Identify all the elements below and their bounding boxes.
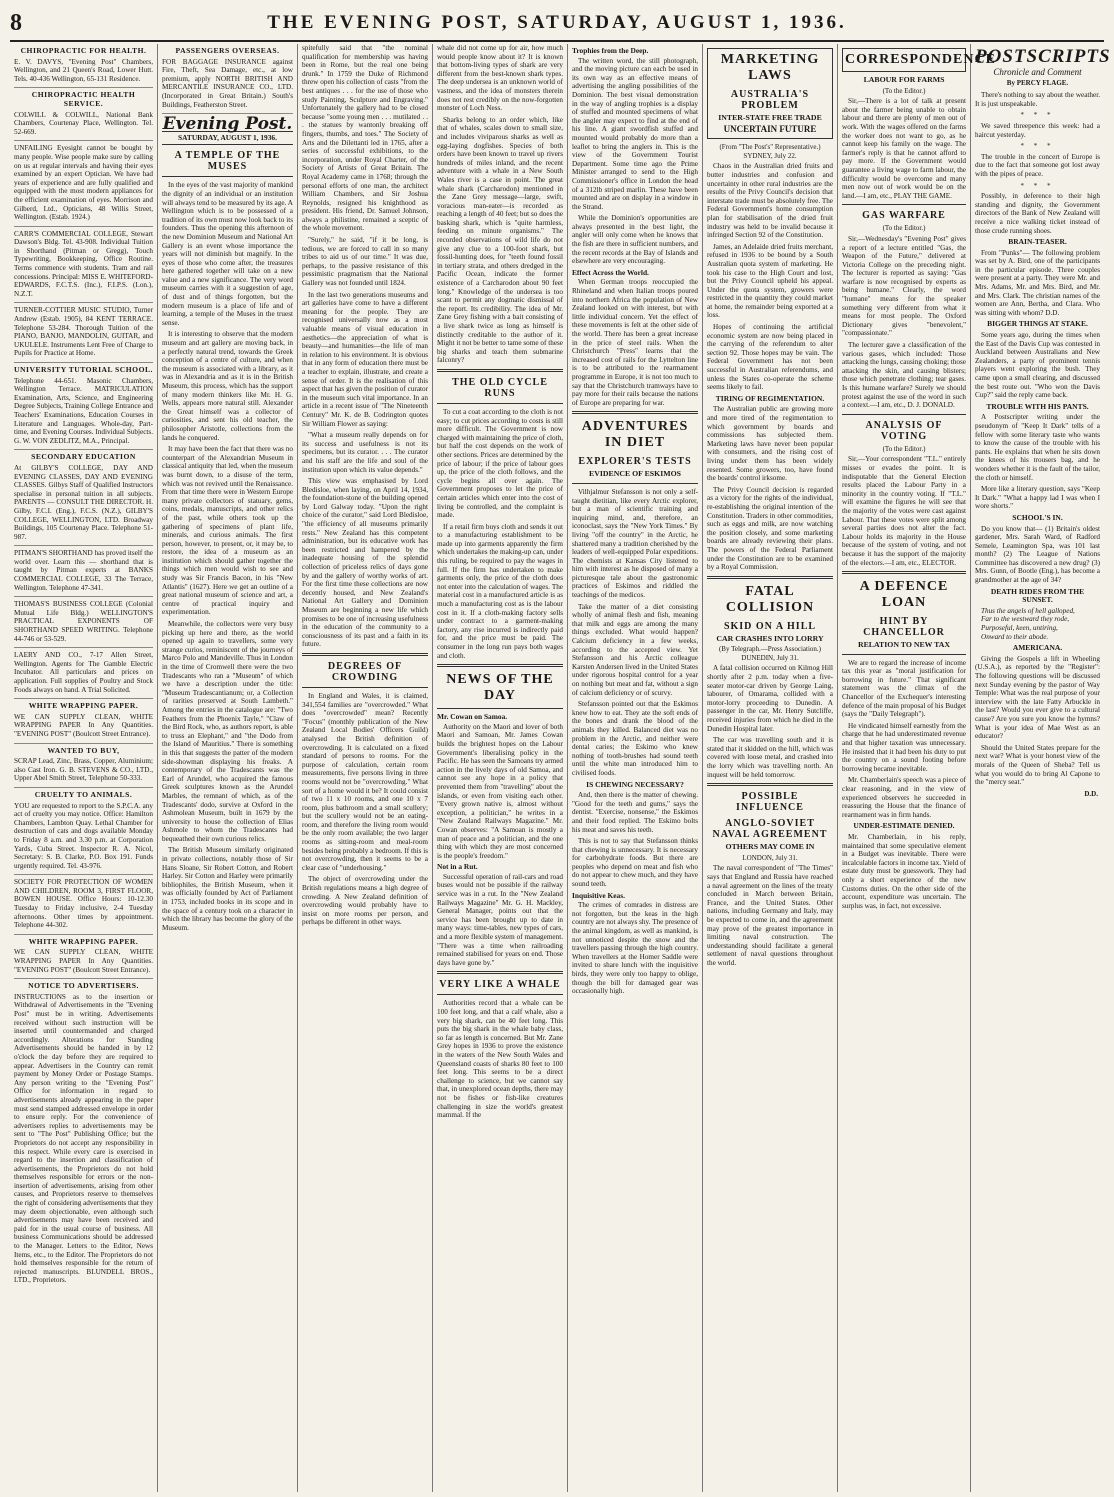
ad-head: PASSENGERS OVERSEAS. bbox=[175, 46, 280, 55]
ad-text: LAERY AND CO., 7-17 Allen Street, Wellington. Agents for The Gamble Electric Incubator. All particulars and prices on application. Full supplies of Poultry and Stock Foods always on hand. A Trial Solicited. bbox=[14, 651, 153, 694]
divider bbox=[707, 783, 833, 786]
ad-head: CRUELTY TO ANIMALS. bbox=[34, 789, 133, 799]
paragraph: The British Museum similarly originated in private collections, notably those of Sir Hans Sloane, Sir Robert Cotton, and Robert Harley. Sir Cotton and Harley were primarily bibliophiles, the British Museum, when it was officially founded by Act of Parliament in 1753, included books in its scope and in the space of a century took on a character in which the library has become the glory of the Museum. bbox=[162, 846, 293, 932]
paragraph: A fatal collision occurred on Kilmog Hill shortly after 2 p.m. today when a five-seater motor-car driven by George Laing, labourer, of Omarama, collided with a motor-lorry proceeding to Dunedin. A passenger in the car, Mr. Henry Sutcliffe, received injuries from which he died in the Dunedin Hospital later. bbox=[707, 664, 833, 733]
ad-text: FOR BAGGAGE INSURANCE against Fire, Theft, Sea Damage, etc., at low premium, apply NORTH BRITISH AND MERCANTILE INSURANCE CO., LTD. (Incorporated in Great Britain.) South's Buildings, Featherston Street. bbox=[162, 57, 293, 109]
ad-text: TURNER-COTTIER MUSIC STUDIO, Turner Andrew (Estab. 1905), 84 KENT TERRACE. Telephone 53-284. Thorough Tuition of the PIANO, BANJO, MANDOLIN, GUITAR, and UKULELE. Instruments Lent Free of Charge to Pupils for Practice at Home. bbox=[14, 306, 153, 358]
paragraph: The Privy Council decision is regarded as a victory for the rights of the individual, re-establishing the original intention of the Constitution. Traders in other commodities, such as eggs and milk, are now watching the position closely, and some marketing boards are already reviewing their plans. The powers of the Federal Parliament under the Constitution are to be examined by a Royal Commission. bbox=[707, 485, 833, 572]
ad-head: CHIROPRACTIC FOR HEALTH. bbox=[20, 46, 147, 55]
paragraph: Vilhjalmur Stefansson is not only a self-taught dietitian, like every Arctic explorer, but a man of scientific training and inquiring mind, and, therefore, an iconoclast, says the "New York Times." By living "off the country" in the Arctic, he shattered many a tradition cherished by the leaders of well-equipped Polar expeditions. The chemists at Kansas City listened to him with interest as he disposed of many a picturesque tale about the gastronomic practices of Eskimos and riddled the teachings of the medicos. bbox=[572, 487, 698, 600]
subheadline: CAR CRASHES INTO LORRY bbox=[716, 633, 824, 643]
paragraph: We are to regard the increase of income tax this year as "moral justification for borrowing in future." That significant statement was the climax of the Chancellor of the Exchequer's interesting defence of the main proposal of his Budget (says the "Daily Telegraph"). bbox=[842, 658, 966, 719]
headline-degrees-of-crowding: DEGREES OF CROWDING bbox=[327, 660, 403, 683]
ad-spca bbox=[14, 788, 153, 875]
subheadline: INTER-STATE FREE TRADE bbox=[718, 113, 822, 122]
ad-text: WE CAN SUPPLY CLEAN, WHITE WRAPPING PAPER In Any Quantities. "EVENING POST" (Boulcott Street Entrance). bbox=[14, 948, 153, 974]
ad-wrapping-paper-2 bbox=[14, 935, 153, 979]
paragraph: The object of overcrowding under the British regulations means a high degree of crowding. A New Zealand definition of overcrowding would probably have to insist on more rooms per person, and perhaps be different in other ways. bbox=[302, 875, 428, 927]
ad-tutorial-school bbox=[14, 363, 153, 450]
dateline: LONDON, July 31. bbox=[742, 853, 798, 862]
ad-text: THOMAS'S BUSINESS COLLEGE (Colonial Mutual Life Bldg.) WELLINGTON'S PRACTICAL EXPONENTS OF SHORTHAND SPEED WRITING. Telephone 44-746 or 53-529. bbox=[14, 600, 153, 643]
paragraph: The car was travelling south and it is stated that it skidded on the hill, which was covered with loose metal, and crashed into the lorry which was travelling north. An inquest will be held tomorrow. bbox=[707, 736, 833, 779]
ad-text: PITMAN'S SHORTHAND has proved itself the world over. Learn this — shorthand that is taught by Pitman experts at BANKS COMMERCIAL COLLEGE, 33 The Terrace, Wellington. Telephone 47-341. bbox=[14, 549, 153, 592]
paragraph: The trouble in the concert of Europe is due to the fact that someone got lost away with the pipes of peace. bbox=[975, 152, 1100, 178]
headline-old-cycle-runs: THE OLD CYCLE RUNS bbox=[452, 376, 548, 399]
ad-text: CARR'S COMMERCIAL COLLEGE, Stewart Dawson's Bldg. Tel. 43-908. Individual Tuition in Shorthand (Pitman or Gregg), Touch Typewriting, Bookkeeping, Office Routine. Terms commence with students. Tram and rail concessions. Principal: MISS E. WHITEFORD-EDWARDS, F.C.T.S. (Inc.), F.I.P.S. (Lon.), N.Z.T. bbox=[14, 229, 153, 298]
ad-head: UNIVERSITY TUTORIAL SCHOOL. bbox=[14, 365, 153, 374]
page-number: 8 bbox=[10, 9, 22, 36]
paragraph: If a retail firm buys cloth and sends it out to a manufacturing establishment to be made up into garments apparently the firm which undertakes the making-up can, under this ruling, be required to pay the wages in full. If the firm has undertaken to make garments only, the price of the cloth does not enter into the calculation of wages. The material cost in a manufactured article is as much a manufacturing cost as is the labour cost in it. If a cloth-making factory sells under contract to a garment-making factory, any rise incurred is indirectly paid for, and the price must be paid. The consumer in the long run pays both wages and cloth. bbox=[437, 522, 563, 660]
divider bbox=[437, 403, 563, 404]
editorial-nameplate: Evening Post. bbox=[162, 114, 293, 135]
paragraph: The written word, the still photograph, and the moving picture can each be used in its own way as an effective means of advertising the angling possibilities of the Dominion. The best visual demonstration in the way of angling trophies is a display of stuffed and mounted specimens of what the angler may expect to find at the end of his line. A giant swordfish stuffed and mounted would probably do more than a leaflet to bring the anglers in. This is the view of the Government Tourist Department. Some time ago the Prime Minister arranged to send to the High Commissioner's office in London the head of a 312lb striped marlin. These have been mounted and are on display in a window in the Strand. bbox=[572, 56, 698, 211]
paragraph: A Postscripter writing under the pseudonym of "Keep It Dark" tells of a fellow with some literary taste who wants to know the cause of the trouble with his pants. He explains that when he sits down the knees of his trousers bag, and he wonders whether it is the fault of the tailor, the cloth or himself. bbox=[975, 413, 1100, 482]
byline: By PERCY FLAGE. bbox=[1006, 78, 1069, 87]
section-subheading: BIGGER THINGS AT STAKE. bbox=[987, 319, 1088, 329]
paragraph: Giving the Gospels a lift in Wheeling (U.S.A.), as reported by the "Register": The following questions will be discussed next Sunday evening by the pastor of Way Temple: What was the real purpose of your interview with the late Fatty Arbuckle in the last? Would you ever give to a cultural cause? Are you sure you know the hymns? What is your idea of Mae West as an educator? bbox=[975, 654, 1100, 741]
divider bbox=[842, 571, 966, 574]
to-the-editor: (To the Editor.) bbox=[882, 444, 926, 453]
paragraph: Authority on the Maori and lover of both Maori and Samoan, Mr. James Cowan builds the brightest hopes on the Labour Government's liberalising policy in the Pacific. He has seen the Samoans try armed action in the lively days of old Samoa, and cannot see any hope in a policy that prevented them from "travelling" about the islands, or even from visiting each other. "Every grown native is, almost without exception, a politician," he writes in a "New Zealand Railways Magazine." Mr. Cowan observes: "A Samoan is mostly a man of peace and a politician, and the one thing with which they are most concerned is the people's freedom." bbox=[437, 722, 563, 860]
ad-head: CHIROPRACTIC HEALTH SERVICE. bbox=[31, 90, 136, 108]
headline-news-of-the-day: NEWS OF THE DAY bbox=[446, 672, 554, 704]
section-subheading: BRAIN-TEASER. bbox=[1008, 237, 1067, 247]
side-heading: Effect Across the World. bbox=[572, 267, 649, 277]
section-subheading: TROUBLE WITH HIS PANTS. bbox=[986, 401, 1089, 411]
paragraph: Hopes of continuing the artificial economic system are now being placed in the carrying of the referendum to alter section 92. Those hopes may be vain. The Federal Government has not been successful in Australian referendums, and unless the States co-operate the scheme seems likely to fail. bbox=[707, 323, 833, 392]
divider bbox=[842, 204, 966, 205]
paragraph: James, an Adelaide dried fruits merchant, refused in 1936 to be bound by a South Australian quota system of marketing. He took his case to the High Court and lost, but the Privy Council upheld his appeal. Under the quota system, growers were restricted in the quantity they could market at home, the remainder being exported at a loss. bbox=[707, 242, 833, 320]
ad-text: E. V. DAVYS, "Evening Post" Chambers, Wellington, and 21 Queen's Road, Lower Hutt. Tels. 40-436 Wellington, 65-131 Residence. bbox=[14, 57, 153, 83]
divider bbox=[302, 653, 428, 656]
paragraph: The naval correspondent of "The Times" says that England and Russia have reached a naval agreement on the lines of the treaty concluded in March between Britain, France, and the United States. Other nations, including Germany and Italy, may be expected to come in, and the agreement may prove of the greatest importance in limiting naval construction. The understanding should facilitate a general settlement of naval questions throughout the world. bbox=[707, 864, 833, 967]
ad-text: WE CAN SUPPLY CLEAN, WHITE WRAPPING PAPER In Any Quantities. "EVENING POST" (Boulcott Street Entrance). bbox=[14, 712, 153, 738]
section-subheading: UNDER-ESTIMATE DENIED. bbox=[853, 821, 955, 831]
divider bbox=[302, 687, 428, 688]
paragraph: Sir,—Your correspondent "T.L." entirely misses or evades the point. It is indisputable that the General Election results placed the Labour Party in a minority in the country voting. If "T.L." will examine the figures he will see that the majority of the votes were cast against Labour. That these votes were split among several parties does not alter the fact. Labour holds its majority in the House because of the system of voting, and not because it has the support of the majority of the electors.—I am, etc., ELECTOR. bbox=[842, 455, 966, 567]
subheadline: LABOUR FOR FARMS bbox=[863, 75, 945, 84]
ad-text: SCRAP Lead, Zinc, Brass, Copper, Aluminium; also Cast Iron. G. B. STEVENS & CO., LTD., Upper Abel Smith Street, Telephone 50-333. bbox=[14, 757, 153, 783]
paragraph: More like a literary question, says "Keep It Dark." "What a happy lad I was when I wore shorts." bbox=[975, 485, 1100, 511]
column-7 bbox=[838, 44, 996, 1492]
paragraph: The lecturer gave a classification of the various gases, which included: Those attacking the lungs, causing choking; those attacking the skin, and causing blisters; those which penetrate clothing; tear gases. Is this humane warfare? Surely we should protest against the use of the word in such a context.—I am, etc., D. J. DONALD. bbox=[842, 341, 966, 410]
paragraph: And, then there is the matter of chewing. "Good for the teeth and gums," says the dentist. "Exercise, nonsense," the Eskimos and their food replied. The Eskimo bolts his meat and saves his teeth. bbox=[572, 791, 698, 834]
headline-very-like-a-whale: VERY LIKE A WHALE bbox=[439, 979, 561, 991]
paragraph: There's nothing to say about the weather. It is just unspeakable. bbox=[975, 91, 1100, 108]
ad-music-studio bbox=[14, 303, 153, 363]
paragraph: In England and Wales, it is claimed, 341,554 families are "overcrowded." What does "overcrowded" mean? Recently "Focus" (monthly publication of the New Zealand Local Bodies' Officers Guild) analysed the British definition of overcrowding. It is calculated on a fixed standard of persons to rooms. For the purpose of calculation, certain room measurements, five persons living in three rooms would not be "overcrowding." What sort of a home would it be? It could consist of two 11 x 10 rooms, and one 10 x 7 room, plus bathroom and a small scullery; but the scullery would not be an eating-room, and therefore the living room would be the only room available; the two larger rooms as sitting-room and meal-room besides being probably a bedroom. If this is not overcrowding, then it seems to be a clear case of "underhousing." bbox=[302, 691, 428, 872]
headline-marketing-laws: MARKETING LAWS bbox=[720, 52, 820, 83]
paragraph: To cut a coat according to the cloth is not easy; to cut prices according to costs is still more difficult. The Government is now charged with maintaining the price of cloth, but half the cost depends on the work of other sections. Prices are determined by the price of labour; if the price of labour goes up, the price of the cloth follows, and the cycle begins all over again. The Government proposes to let the price of certain articles which enter into the cost of living be controlled, and the complaint is made. bbox=[437, 407, 563, 520]
subheadline: OTHERS MAY COME IN bbox=[725, 842, 815, 852]
section-subheading: AMERICANA. bbox=[1012, 643, 1063, 653]
ad-gilbys-college bbox=[14, 450, 153, 546]
page-columns bbox=[10, 44, 1111, 1492]
signature: D.D. bbox=[1084, 789, 1098, 798]
paragraph: Mr. Chamberlain, in his reply, maintained that some speculative element in a Budget was inevitable. There were incalculable factors in income tax. Yield of estate duty must be guesswork. They had only a short experience of the new Customs duties. On the other side of the account, expenditure was uncertain. The surplus was, in fact, not excessive. bbox=[842, 832, 966, 910]
section-subheading: IS CHEWING NECESSARY? bbox=[586, 779, 684, 789]
ad-women-society bbox=[14, 875, 153, 935]
section-subheading: SCHOOL'S IN. bbox=[1012, 512, 1063, 522]
postscripts-title: POSTSCRIPTS bbox=[975, 46, 1111, 67]
paragraph: It may have been the fact that there was no counterpart of the Alexandrian Museum in classical antiquity that led, when the museum was burnt down, to a disuse of the term, which was not revived until the Renaissance. From that time there were in Western Europe many private collectors of statuary, gems, coins, medals, manuscripts, and other relics of the past, while others took up the gathering of specimens of plant life, minerals, and curious animals. The first person, however, to present, or, it may be, to restore, the idea of a museum as an institution which should gather together the things which men would wish to see and study was Sir Francis Bacon, in his "New Atlantis" (1627). Here we get an outline of a great national museum of science and art, a centre of practical inquiry and experimentation. bbox=[162, 445, 293, 617]
ad-head: WHITE WRAPPING PAPER. bbox=[28, 701, 139, 711]
column-4 bbox=[433, 44, 568, 1492]
paragraph: This is not to say that Stefansson thinks that chewing is unnecessary. It is necessary for carbohydrate foods. But there are peoples who depend on meat and fish who do not appear to chew much, and they have sound teeth. bbox=[572, 837, 698, 889]
side-heading: Not in a Rut. bbox=[437, 862, 478, 872]
editorial-headline: A TEMPLE OF THE MUSES bbox=[174, 150, 281, 173]
paragraph: Chaos in the Australian dried fruits and butter industries and confusion and uncertainty in other rural industries are the results of the Privy Council's decision that interstate trade must be absolutely free. The Federal Government's home consumption plan for stabilisation of the dried fruit industry was held to be invalid because it infringed Section 92 of the Constitution. bbox=[707, 162, 833, 240]
paragraph: spitefully said that "the nominal qualification for membership was having been in Rome, but the real one being drunk." In 1759 the Duke of Richmond threw open his collection of casts "from the best antiques . . . for the use of those who study Painting, Sculpture and Engraving." Unfortunately the gallery had to be closed because "some young men . . . mutilated . . . the statues by wantonly breaking off fingers, thumbs, and toes." The Society of Arts and the Dilettanti led in 1765, after a series of successful exhibitions, to the incorporation, under Royal Charter, of the Society of Artists of Great Britain. The Royal Academy came in 1768; through the personal efforts of one man, the architect William Chambers, and Sir Joshua Reynolds, resigned his knighthood as president. His friend, Dr. Samuel Johnson, always a philistine, remained a sceptic of the whole movement. bbox=[302, 44, 428, 233]
paragraph: The Australian public are growing more and more tired of the regimentation to which government by boards and commissions has subjected them. Marketing laws have never been popular with consumers, and the rising cost of living under them has been widely resented. Some growers, too, have found the boards' control irksome. bbox=[707, 405, 833, 483]
ad-laery bbox=[14, 648, 153, 699]
dateline: (From "The Post's" Representative.) SYDNEY, July 22. bbox=[719, 143, 821, 160]
paragraph: He vindicated himself earnestly from the charge that he had underestimated revenue and that higher taxation was unnecessary. He insisted that it had been his duty to put the country on a sound footing before borrowing became inevitable. bbox=[842, 721, 966, 773]
side-heading: Mr. Cowan on Samoa. bbox=[437, 712, 508, 722]
ad-wanted-scrap bbox=[14, 744, 153, 788]
paragraph: Stefansson pointed out that the Eskimos knew how to eat. They ate the soft ends of the bones and drank the blood of the animals they killed. Balanced diet was no problem in the Arctic, and neither were dental caries; the Eskimo who knew nothing of tooth-brushes had sound teeth until the white man introduced him to civilised foods. bbox=[572, 700, 698, 777]
star-separator: * * * bbox=[1020, 181, 1055, 190]
paragraph: In the eyes of the vast majority of mankind the dignity of an individual or an institution will always tend to be measured by its age. A Wellington which is to be possessed of a tradition of its own must now look back to its founders. Thus the opening this afternoon of the new Dominion Museum and National Art Gallery is an event whose importance the years will not diminish but magnify. In the eyes of those who come after, the treasures here gathered together will take on a new value and a new significance. The very word museum carries with it a suggestion of age, of dust and of things forgotten, but the modern museum is a place of life and of learning, a temple of the Muses in the truest sense. bbox=[162, 181, 293, 327]
star-separator: * * * bbox=[1020, 142, 1055, 151]
ad-head: NOTICE TO ADVERTISERS. bbox=[28, 981, 139, 991]
editorial-dateline: SATURDAY, AUGUST 1, 1936. bbox=[162, 131, 293, 146]
divider bbox=[842, 654, 966, 655]
ad-thomas-college bbox=[14, 597, 153, 648]
divider bbox=[572, 411, 698, 414]
ad-text: UNFAILING Eyesight cannot be bought by many people. Wise people make sure by calling on us at regular intervals and having their eyes examined by an expert Optician. We have had years of experience and are fully qualified and equipped with the most modern appliances for the efficient examination of eyes. Morrison and Gilberd, Ltd., Opticians, 48 Willis Street, Wellington. (Estab. 1924.) bbox=[14, 144, 153, 222]
ad-carrs-college bbox=[14, 227, 153, 304]
paragraph: Some years ago, during the times when the East of the Davis Cup was contested in Auckland between Australians and New Zealanders, a party of prominent tennis players went exploring the bush. They came upon a small clearing, and discussed the best route out. "Who won the Davis Cup?" said the reply came back. bbox=[975, 331, 1100, 400]
paragraph: The crimes of comrades in distress are not forgotten, but the keas in the high country are not always shy. The presence of the animal kingdom, as well as mankind, is not unnoticed despite the snow and the travellers passing through the high country. When travellers at the Homer Saddle were invited to share lunch with the inquisitive birds, they were only too happy to oblige, though the bill for damaged gear was occasionally high. bbox=[572, 901, 698, 996]
divider bbox=[572, 483, 698, 484]
ad-text: COLWILL & COLWILL, National Bank Chambers, Courtenay Place, Wellington. Tel. 52-669. bbox=[14, 110, 153, 136]
divider bbox=[707, 576, 833, 579]
paragraph: whale did not come up for air, how much would people know about it? It is known that bottom-living types of shark are very different from the best-known shark types. The deep undersea is an unknown world of vastness, and the idea of monsters therein does not rest credibly on the now-forgotten monster of Loch Ness. bbox=[437, 44, 563, 113]
paragraph: Possibly, in deference to their high standing and dignity, the Government directors of the Bank of New Zealand will receive a nice walking ticket instead of those crude running shoes. bbox=[975, 192, 1100, 235]
headline-possible-influence: POSSIBLE INFLUENCE bbox=[736, 791, 804, 814]
divider bbox=[437, 664, 563, 667]
paragraph: Should the United States prepare for the next war? What is your honest view of the morals of the Queen of Sheba? Tell us what you would do to bring Al Capone to the "mercy seat." bbox=[975, 743, 1100, 787]
headline-hint-by-chancellor: HINT BY CHANCELLOR bbox=[863, 616, 945, 639]
column-5 bbox=[568, 44, 703, 1492]
ad-chiropractic bbox=[14, 44, 153, 88]
subheadline: UNCERTAIN FUTURE bbox=[723, 123, 817, 134]
ad-wrapping-paper bbox=[14, 699, 153, 743]
divider bbox=[437, 708, 563, 709]
paragraph: When German troops reoccupied the Rhineland and when Italian troops poured into northern Africa the population of New Zealand looked on with interest, but with little individual concern. Yet the effect of these movements is felt at the other side of the world. There has been a great increase in the price of steel rails. When the Christchurch "Press" learns that the increased cost of rails for the Lyttelton line is to be attributed to the rearmament programme in Europe, it is not too much to say that the Christchurch tramways have to pay more for their rails because the nations of Europe are preparing for war. bbox=[572, 278, 698, 407]
divider bbox=[437, 994, 563, 995]
dateline: (By Telegraph.—Press Association.) DUNEDIN, July 31. bbox=[718, 645, 822, 662]
headline-explorers-tests: EXPLORER'S TESTS bbox=[578, 456, 692, 468]
masthead bbox=[10, 6, 1104, 42]
paragraph: While the Dominion's opportunities are always presented in the best light, the angler will only come when he knows that the fish are there in sufficient numbers, and the recent records at the Bay of Islands and elsewhere are very encouraging. bbox=[572, 214, 698, 266]
headline-box-marketing bbox=[707, 48, 833, 139]
paragraph: This view was emphasised by Lord Bledisloe, when laying, on April 14, 1934, the foundation-stone of the building opened by Lord Galway today. "Upon the right choice of the curator," said Lord Bledisloe, "the efficiency of all museums primarily rests." New Zealand has this competent administration, but its educative work has been restricted and hampered by the inadequate housing of the splendid collection of priceless relics of days gone by and the gallery of worthy works of art. For the first time these collections are now decently housed, and New Zealand's National Art Gallery and Dominion Museum are beginning a new life which promises to be one of increasing usefulness in the education of the community to a consciousness of its past and a faith in its future. bbox=[302, 477, 428, 649]
headline-adventures-in-diet: ADVENTURES IN DIET bbox=[581, 419, 689, 451]
paragraph: "What a museum really depends on for its success and usefulness is not its specimens, but its curator. . . . The curator and his staff are the life and soul of the institution upon which its value depends." bbox=[302, 431, 428, 474]
paragraph: In the last two generations museums and art galleries have come to have a different meaning for the people. They are recognised universally now as a most valuable means of visual education in aesthetics—the appreciation of what is beauty—and humanities—the life of man in relation to his environment. It is obvious that in any form of education there must be a teacher to explain, illustrate, and create a sense of order. It is the realisation of this aspect that has given the position of curator in the museum such vital importance. In an article in a recent issue of "The Nineteenth Century" Mr. K. de B. Codrington quotes Sir William Flower as saying: bbox=[302, 290, 428, 428]
column-8-postscripts bbox=[971, 44, 1111, 1492]
paragraph: Take the matter of a diet consisting wholly of animal flesh and fish, meaning that milk and eggs are among the many things excluded. What would happen? Calcium deficiency in a few weeks, according to the accepted view. Yet Stefansson and his Arctic colleague Karsten Andersen lived in the United States under rigorous hospital control for a year on nothing but meat and fat, without a sign of calcium deficiency or of scurvy. bbox=[572, 602, 698, 697]
notice-to-advertisers bbox=[14, 979, 153, 1289]
ad-pitmans bbox=[14, 546, 153, 597]
headline-analysis-of-voting: ANALYSIS OF VOTING bbox=[865, 419, 943, 442]
divider bbox=[162, 176, 293, 177]
divider bbox=[437, 971, 563, 974]
divider bbox=[842, 414, 966, 415]
verse-line: Purposeful, keen, untiring, bbox=[981, 624, 1058, 633]
divider bbox=[437, 369, 563, 372]
ad-head: WHITE WRAPPING PAPER. bbox=[28, 936, 139, 946]
side-heading: Inquisitive Keas. bbox=[572, 890, 625, 900]
column-6 bbox=[703, 44, 838, 1492]
ad-chiropractic-service bbox=[14, 88, 153, 141]
paragraph: Sharks belong to an order which, like that of whales, scales down to small size, and includes viviparous sharks as well as egg-laying dogfishes. Species of both orders have been known to travel up rivers hundreds of miles inland, and the recent adventure with a whale in a New South Wales river is a case in point. The great whale shark (Carcharodon) mentioned in the Zane Grey message—large, swift, voracious man-eater—is recorded as reaching a length of 40 feet; but so does the basking shark, which is "quite harmless, feeding on minute organisms." The recorded observations of wild life do not give any clue to a 100-foot shark, but fossil-hunting does, for "teeth found fossil in tertiary strata, and others dredged in the Pacific Ocean, indicate the former existence of a Carcharodon about 90 feet long." Knowledge of the undersea is too scant to permit any dogmatic dismissal of the report. Its credibility. The idea of Mr. Zane Grey fishing with a bait consisting of a live shark twice as long as himself is distinctly creditable to the author of it. Might it not be better to tame some of these big sharks and teach them submarine falconry? bbox=[437, 115, 563, 365]
paragraph: We saved threepence this week: had a haircut yesterday. bbox=[975, 121, 1100, 139]
verse-line: Far to the westward they rode, bbox=[981, 615, 1070, 624]
ad-head: WANTED TO BUY, bbox=[47, 745, 120, 755]
column-3 bbox=[298, 44, 433, 1492]
paragraph: Mr. Chamberlain's speech was a piece of clear reasoning, and in the view of experienced observers he succeeded in reassuring the House that the finance of rearmament was in firm hands. bbox=[842, 776, 966, 819]
side-heading: Trophies from the Deep. bbox=[572, 46, 649, 55]
ad-head: SECONDARY EDUCATION bbox=[31, 452, 136, 462]
headline-correspondence: CORRESPONDENCE bbox=[845, 52, 996, 67]
subheadline-eskimos: EVIDENCE OF ESKIMOS bbox=[589, 469, 681, 479]
column-1-ads bbox=[10, 44, 158, 1492]
paragraph: Meanwhile, the collectors were very busy picking up here and there, as the world opened up again to travellers, some very strange curios, reminiscent of the journeys of Marco Polo and Mandeville. Thus in London in the time of Cromwell there were the two Tradescants who ran a "Museum" of which we have a description under the title: "Museum Tradescantianum; or, a Collection of rarities preserved at South Lambeth." Among the entries in the catalogue are: "Two Feathers from the Phoenix Tayle," "Claw of the Bird Rock, who, as authors report, is able to truss an Elephant," and "the Dodo from the Island of Mauritius." There is something in this that suggests the patter of the modern side-showman displaying his freaks. A contemporary of the Tradescants was the Earl of Arundel, who acquired the famous Greek sculptures known as the Arundel Marbles, the remnant of which, as of the Tradescants' dodo, survive at Oxford in the Ashmolean Museum, built in 1679 by the university to house the collection of Elias Ashmole to whom the Tradescants had bequeathed their own curious relics. bbox=[162, 620, 293, 843]
ad-opticians bbox=[14, 141, 153, 226]
paragraph: Successful operation of rail-cars and road buses would not be possible if the railway service was in a rut. In the "New Zealand Railways Magazine" Mr. G. H. Mackley, General Manager, points out that the service has been brought up to date in many ways: time-tables, new types of cars, and a more flexible system of management. "There was a time when railroading remained stabilised for years on end. Those days have gone by." bbox=[437, 872, 563, 967]
ad-text: At GILBY'S COLLEGE, DAY AND EVENING CLASSES, DAY AND EVENING CLASSES. Gilbys Staff of Qualified Instructors specialise in personal tuition in all subjects. PARENTS — CONSULT THE DIRECTOR. H. Gilby, F.C.I. (Eng.), F.C.S. (N.Z.), GILBY'S COLLEGE, WELLINGTON, LTD. Broadway Buildings, 105 Courtenay Place. Telephone 51-987. bbox=[14, 463, 153, 541]
paragraph: Sir,—There is a lot of talk at present about the farmer being unable to obtain labour and there are plenty of men out of work. With the wages offered on the farms the worker does not want to go, as he cannot keep his family on the wage. The farmer's reply is that he cannot afford to pay more. If the Government would guarantee a living wage to farm labour, the difficulty would be overcome and many men now out of work would be on the land.—I am, etc., PLAY THE GAME. bbox=[842, 97, 966, 200]
section-subheading: DEATH RIDES FROM THE SUNSET. bbox=[990, 586, 1085, 605]
verse-line: Thus the angels of hell galloped, bbox=[981, 606, 1075, 615]
headline-gas-warfare: GAS WARFARE bbox=[862, 210, 946, 222]
headline-australias-problem: AUSTRALIA'S PROBLEM bbox=[730, 89, 810, 111]
ad-text: Telephone 44-651. Masonic Chambers, Wellington Terrace. MATRICULATION Examination, Arts, Science, and Engineering Degree Subjects, Training College Entrance and Teachers' Examinations, Education Courses in Literature and Languages. Whole-day, Part-time, and Evening Courses. Individual Subjects. G. W. VON ZEDLITZ, M.A., Principal. bbox=[14, 376, 153, 445]
subheadline: RELATION TO NEW TAX bbox=[857, 640, 951, 650]
newspaper-title: THE EVENING POST, SATURDAY, AUGUST 1, 1936. bbox=[267, 12, 847, 33]
headline-defence-loan: A DEFENCE LOAN bbox=[859, 579, 949, 611]
headline-box-correspondence bbox=[842, 48, 996, 72]
postscripts-subtitle: Chronicle and Comment bbox=[993, 67, 1082, 77]
ad-baggage-insurance bbox=[162, 44, 293, 114]
verse-line: Onward to their abode. bbox=[981, 632, 1049, 641]
headline-naval-agreement: ANGLO-SOVIET NAVAL AGREEMENT bbox=[712, 818, 828, 841]
paragraph: Sir,—Wednesday's "Evening Post" gives a report of a lecture entitled "Gas, the Weapon of the Future," delivered at Victoria College on the preceding night. The lecturer is reported as saying: "Gas warfare is now recognised by experts as being humane." Clearly, the word "humane" means for the speaker something very different from what it means for most people. The Oxford Dictionary gives "benevolent," "compassionate." bbox=[842, 234, 966, 338]
ad-text: SOCIETY FOR PROTECTION OF WOMEN AND CHILDREN, ROOM 3, FIRST FLOOR, BOWEN HOUSE. Office Hours: 10-12.30 Tuesday to Friday inclusive, 2-4 Tuesday afternoons. Other times by appointment. Telephone 44-302. bbox=[14, 878, 153, 930]
headline-fatal-collision: FATAL COLLISION bbox=[725, 583, 815, 615]
paragraph: It is interesting to observe that the modern museum and art gallery are moving back, in a perfectly natural trend, towards the Greek conception of a centre of culture, and when the museum is associated with a library, as it was in Alexandria and as it is in the British Museum, this process, which has the support of many modern thinkers like Mr. H. G. Wells, appears more natural still. Alexander the Great himself was a collector of curiosities, and sent his old teacher, the philosopher Aristotle, collections from the lands he conquered. bbox=[162, 330, 293, 442]
ad-text: INSTRUCTIONS as to the insertion or Withdrawal of Advertisements in the "Evening Post" must be in writing. Advertisements received without such instruction will be inserted until countermanded and charged accordingly. Alterations for Standing Advertisements should be handed in by 12 o'clock the day before they are required to appear. Advertisers in the Country can remit payment by Money Order or Postage Stamps. Any person writing to the "Evening Post" Office for information in regard to advertisements already appearing in the paper must send stamped addressed envelope in order to ensure reply. For the convenience of advertisers replies to advertisements may be sent to "The Post" Publishing Office; but the Proprietors do not accept any responsibility in this respect. While every care is exercised in regard to the insertion and classification of advertisements, the Proprietors do not hold themselves responsible for errors or the non-insertion of advertisements, arising from other causes, and Proprietors reserve to themselves the right of considering advertisements that they may deem objectionable, even although such advertisements may have been received and paid for in the usual course of business. All business Communications should be addressed to the Manager. Letters to the Editor, News Items, etc., to the Editor. The Proprietors do not hold themselves responsible for the return of rejected manuscripts. BLUNDELL BROS., LTD., Proprietors. bbox=[14, 992, 153, 1285]
star-separator: * * * bbox=[1020, 111, 1055, 120]
column-2-editorial bbox=[158, 44, 298, 1492]
ad-text: YOU are requested to report to the S.P.C.A. any act of cruelty you may notice. Office: Hamilton Chambers, Lambton Quay. Lethal Chamber for destruction of cats and dogs available Monday to Friday 8 a.m. and 3.30 p.m. at Corporation Yards, Cuba Street. Inspector R. A. Nicol, Secretary: S. B. Clarke, P.O. Box 191. Funds urgently required. Tel. 43-976. bbox=[14, 801, 153, 870]
headline-skid-on-hill: SKID ON A HILL bbox=[723, 620, 817, 632]
section-subheading: TIRING OF REGIMENTATION. bbox=[715, 393, 825, 403]
paragraph: Authorities record that a whale can be 100 feet long, and that a calf whale, also a very big shark, can be 40 feet long. This puts the big shark in the whale baby class, so far as length is concerned. But Mr. Zane Grey hopes in 1936 to prove the existence in the waters of the New South Wales and Queensland coasts of sharks 80 feet to 100 feet long. This seems to be a direct challenge to science, but we cannot say that, in unexplored ocean depths, there may not be fishes or fish-like creatures challenging in size the world's greatest mammal. If the bbox=[437, 999, 563, 1120]
to-the-editor: (To the Editor.) bbox=[882, 86, 926, 95]
paragraph: "Surely," he said, "if it be long, is tedious, we are forced to call in so many tribes to aid us of our time." It was due, perhaps, to the passive resistance of this pessimistic pragmatism that the National Gallery was not founded until 1824. bbox=[302, 236, 428, 288]
paragraph: Do you know that— (1) Britain's oldest gardener, Mrs. Sarah Ward, of Radford Semele, Leamington Spa, was 101 last month? (2) The League of Nations Committee has discovered a new drug? (3) Mrs. Gunn, of Bootle (Eng.), has become a grandmother at the age of 34? bbox=[975, 524, 1100, 585]
to-the-editor: (To the Editor.) bbox=[882, 224, 926, 233]
paragraph: From "Punks"— The following problem was set by A. Bird, one of the participants in the particular episode. Three couples were present at a party. They were Mr. and Mrs. Adams, Mr. and Mrs. Bird, and Mr. and Mrs. Clark. The christian names of the women are Ann, Bertha, and Clara. Who was sitting with whom? D.D. bbox=[975, 248, 1100, 317]
